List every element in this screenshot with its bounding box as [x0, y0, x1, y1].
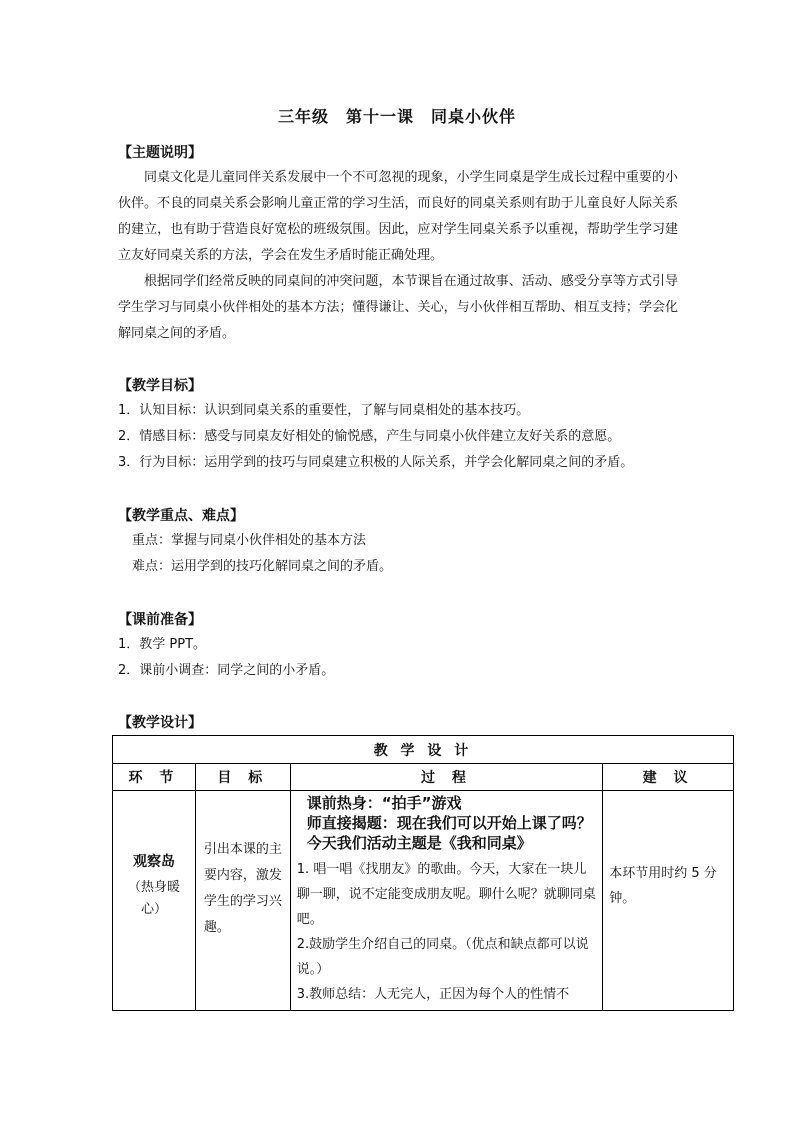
preparation-item: 2．课前小调查：同学之间的小矛盾。: [118, 663, 335, 678]
objective-item: 2．情感目标：感受与同桌友好相处的愉悦感，产生与同桌小伙伴建立友好关系的意愿。: [118, 429, 621, 444]
preparation-heading: 【课前准备】: [118, 612, 202, 628]
process-step: 3.教师总结：人无完人，正因为每个人的性情不: [296, 987, 570, 1002]
design-heading: 【教学设计】: [118, 715, 202, 731]
theme-paragraph-1: 同桌文化是儿童同伴关系发展中一个不可忽视的现象，小学生同桌是学生成长过程中重要的小伙伴。不良的同桌关系会影响儿童正常的学习生活，而良好的同桌关系则有助于儿童良好人际关系的建立，也有助于营造良好宽松的班级氛围。因此，应对学生同桌关系予以重视，帮助学生学习建立友好同桌关系的方法，学会在发生矛盾时能正确处理。: [118, 170, 678, 263]
goal-cell: 引出本课的主要内容，激发学生的学习兴趣。: [195, 791, 290, 1011]
theme-paragraph-2: 根据同学们经常反映的同桌间的冲突问题，本节课旨在通过故事、活动、感受分享等方式引导学生学习与同桌小伙伴相处的基本方法；懂得谦让、关心，与小伙伴相互帮助、相互支持；学会化解同桌之间的矛盾。: [118, 274, 678, 341]
theme-heading: 【主题说明】: [118, 145, 202, 161]
segment-cell: [113, 791, 196, 1011]
page-title: 三年级 第十一课 同桌小伙伴: [277, 107, 516, 126]
column-header-segment: 环 节: [113, 764, 196, 791]
process-topic: 师直接揭题：现在我们可以开始上课了吗？今天我们活动主题是《我和同桌》: [306, 814, 592, 852]
suggestion-cell: 本环节用时约 5 分钟。: [603, 791, 734, 1011]
objective-item: 3．行为目标：运用学到的技巧与同桌建立积极的人际关系，并学会化解同桌之间的矛盾。: [118, 455, 634, 470]
key-point-item: 难点：运用学到的技巧化解同桌之间的矛盾。: [132, 559, 393, 574]
process-step: 2.鼓励学生介绍自己的同桌。（优点和缺点都可以说说。）: [296, 937, 589, 977]
segment-name: 观察岛: [132, 854, 175, 870]
key-point-item: 重点：掌握与同桌小伙伴相处的基本方法: [132, 533, 367, 548]
process-warmup: 课前热身：“拍手”游戏: [306, 794, 462, 812]
key-points-heading: 【教学重点、难点】: [118, 508, 244, 524]
preparation-item: 1．教学 PPT。: [118, 637, 207, 652]
segment-subtitle: （热身暖心）: [127, 880, 180, 917]
column-header-suggestion: 建 议: [603, 764, 734, 791]
table-row: [113, 791, 734, 1011]
objective-item: 1．认知目标：认识到同桌关系的重要性，了解与同桌相处的基本技巧。: [118, 403, 530, 418]
table-title: 教 学 设 计: [113, 736, 734, 764]
column-header-process: 过 程: [290, 764, 602, 791]
objectives-heading: 【教学目标】: [118, 378, 202, 394]
process-step: 1. 唱一唱《找朋友》的歌曲。今天，大家在一块儿聊一聊，说不定能变成朋友呢。聊什么呢？就聊同桌吧。: [296, 862, 596, 927]
design-table: [112, 735, 734, 1011]
process-cell: [290, 791, 602, 1011]
column-header-goal: 目 标: [195, 764, 290, 791]
